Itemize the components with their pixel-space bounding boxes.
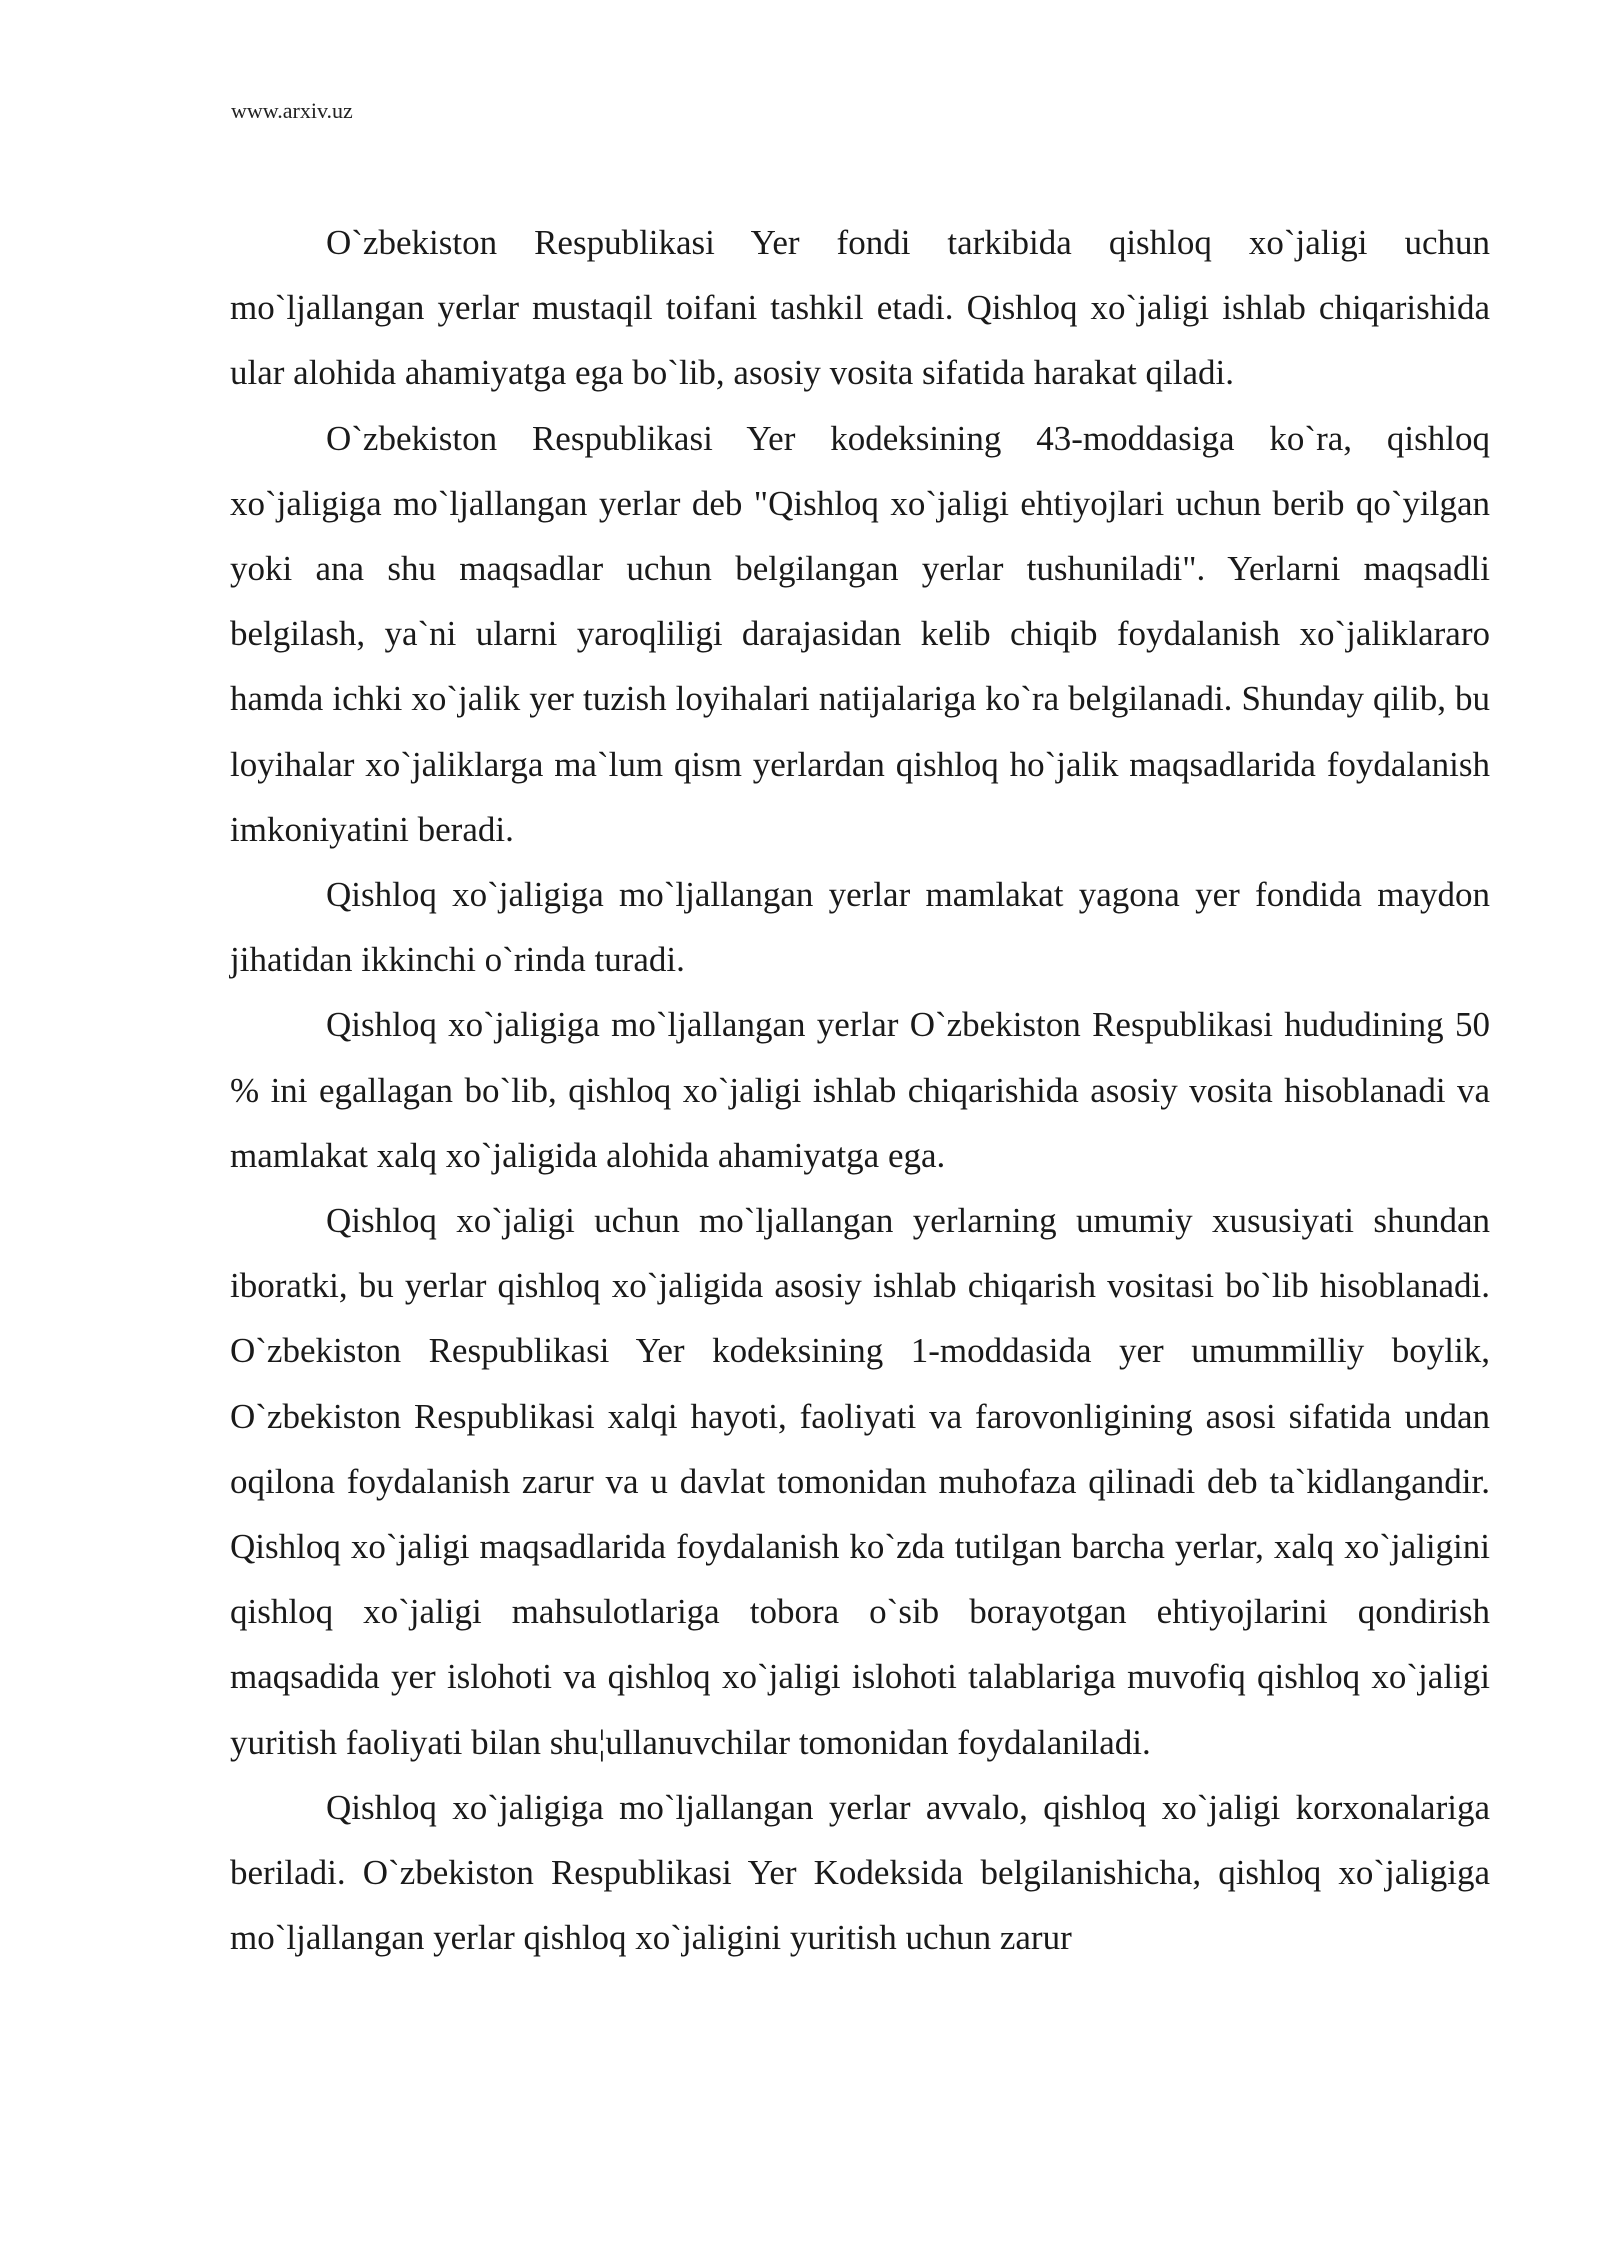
paragraph: O`zbekiston Respublikasi Yer kodeksining 43-moddasiga ko`ra, qishloq xo`jaligiga mo`ljallangan yerlar deb "Qishloq xo`jaligi ehtiyojlari uchun berib qo`yilgan yoki ana shu maqsadlar uchun belgilangan yerlar tushuniladi". Yerlarni maqsadli belgilash, ya`ni ularni yaroqliligi darajasidan kelib chiqib foydalanish xo`jaliklararo hamda ichki xo`jalik yer tuzish loyihalari natijalariga ko`ra belgilanadi. Shunday qilib, bu loyihalar xo`jaliklarga ma`lum qism yerlardan qishloq ho`jalik maqsadlarida foydalanish imkoniyatini beradi. — [230, 418, 1490, 849]
paragraph: Qishloq xo`jaligi uchun mo`ljallangan yerlarning umumiy xususiyati shundan iboratki, bu yerlar qishloq xo`jaligida asosiy ishlab chiqarish vositasi bo`lib hisoblanadi. O`zbekiston Respublikasi Yer kodeksining 1-moddasida yer umummilliy boylik, O`zbekiston Respublikasi xalqi hayoti, faoliyati va farovonligining asosi sifatida undan oqilona foydalanish zarur va u davlat tomonidan muhofaza qilinadi deb ta`kidlangandir. Qishloq xo`jaligi maqsadlarida foydalanish ko`zda tutilgan barcha yerlar, xalq xo`jaligini qishloq xo`jaligi mahsulotlariga tobora o`sib borayotgan ehtiyojlarini qondirish maqsadida yer islohoti va qishloq xo`jaligi islohoti talablariga muvofiq qishloq xo`jaligi yuritish faoliyati bilan shu¦ullanuvchilar tomonidan foydalaniladi. — [230, 1201, 1490, 1762]
paragraph: Qishloq xo`jaligiga mo`ljallangan yerlar mamlakat yagona yer fondida maydon jihatidan ikkinchi o`rinda turadi. — [230, 875, 1490, 980]
paragraph: Qishloq xo`jaligiga mo`ljallangan yerlar avvalo, qishloq xo`jaligi korxonalariga beriladi. O`zbekiston Respublikasi Yer Kodeksida belgilanishicha, qishloq xo`jaligiga mo`ljallangan yerlar qishloq xo`jaligini yuritish uchun zarur — [230, 1787, 1490, 1958]
paragraph: Qishloq xo`jaligiga mo`ljallangan yerlar O`zbekiston Respublikasi hududining 50 % ini egallagan bo`lib, qishloq xo`jaligi ishlab chiqarishida asosiy vosita hisoblanadi va mamlakat xalq xo`jaligida alohida ahamiyatga ega. — [230, 1005, 1490, 1175]
document-body — [230, 210, 1490, 1970]
site-url: www.arxiv.uz — [231, 98, 353, 123]
paragraph: O`zbekiston Respublikasi Yer fondi tarkibida qishloq xo`jaligi uchun mo`ljallangan yerlar mustaqil toifani tashkil etadi. Qishloq xo`jaligi ishlab chiqarishida ular alohida ahamiyatga ega bo`lib, asosiy vosita sifatida harakat qiladi. — [230, 223, 1490, 393]
